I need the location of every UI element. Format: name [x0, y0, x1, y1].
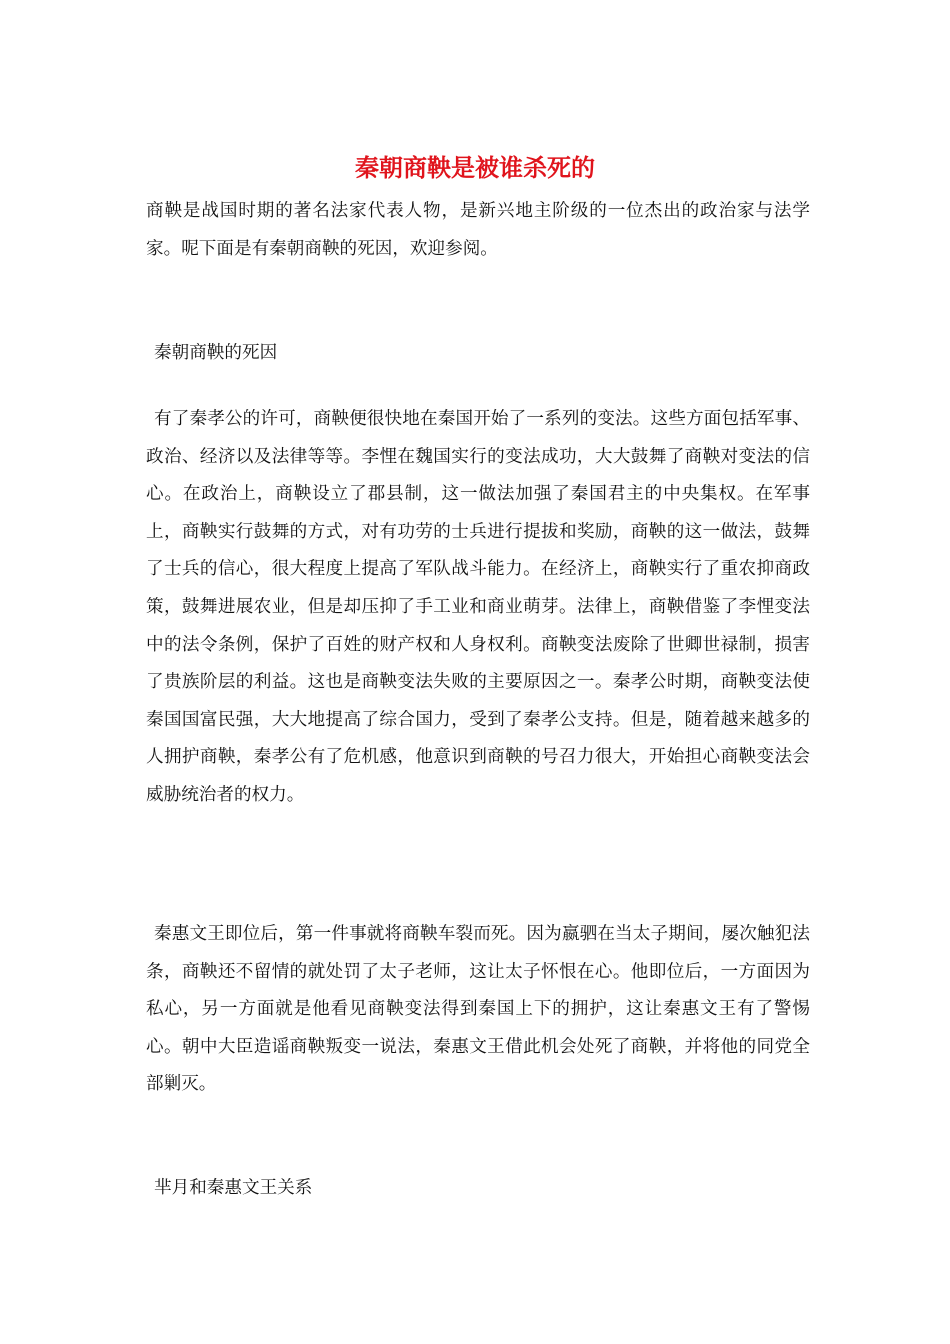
document-title: 秦朝商鞅是被谁杀死的: [355, 153, 595, 182]
section-heading-relation: 芈月和秦惠文王关系: [154, 1178, 313, 1198]
intro-paragraph: 商鞅是战国时期的著名法家代表人物，是新兴地主阶级的一位杰出的政治家与法学家。呢下面是有秦朝商鞅的死因，欢迎参阅。: [146, 201, 810, 259]
reform-paragraph: 有了秦孝公的许可，商鞅便很快地在秦国开始了一系列的变法。这些方面包括军事、政治、经济以及法律等等。李悝在魏国实行的变法成功，大大鼓舞了商鞅对变法的信心。在政治上，商鞅设立了郡县制，这一做法加强了秦国君主的中央集权。在军事上，商鞅实行鼓舞的方式，对有功劳的士兵进行提拔和奖励，商鞅的这一做法，鼓舞了士兵的信心，很大程度上提高了军队战斗能力。在经济上，商鞅实行了重农抑商政策，鼓舞进展农业，但是却压抑了手工业和商业萌芽。法律上，商鞅借鉴了李悝变法中的法令条例，保护了百姓的财产权和人身权利。商鞅变法废除了世卿世禄制，损害了贵族阶层的利益。这也是商鞅变法失败的主要原因之一。秦孝公时期，商鞅变法使秦国国富民强，大大地提高了综合国力，受到了秦孝公支持。但是，随着越来越多的人拥护商鞅，秦孝公有了危机感，他意识到商鞅的号召力很大，开始担心商鞅变法会威胁统治者的权力。: [146, 409, 810, 805]
death-paragraph: 秦惠文王即位后，第一件事就将商鞅车裂而死。因为嬴驷在当太子期间，屡次触犯法条，商鞅还不留情的就处罚了太子老师，这让太子怀恨在心。他即位后，一方面因为私心，另一方面就是他看见商鞅变法得到秦国上下的拥护，这让秦惠文王有了警惕心。朝中大臣造谣商鞅叛变一说法，秦惠文王借此机会处死了商鞅，并将他的同党全部剿灭。: [146, 924, 810, 1095]
section-heading-cause: 秦朝商鞅的死因: [154, 343, 278, 363]
